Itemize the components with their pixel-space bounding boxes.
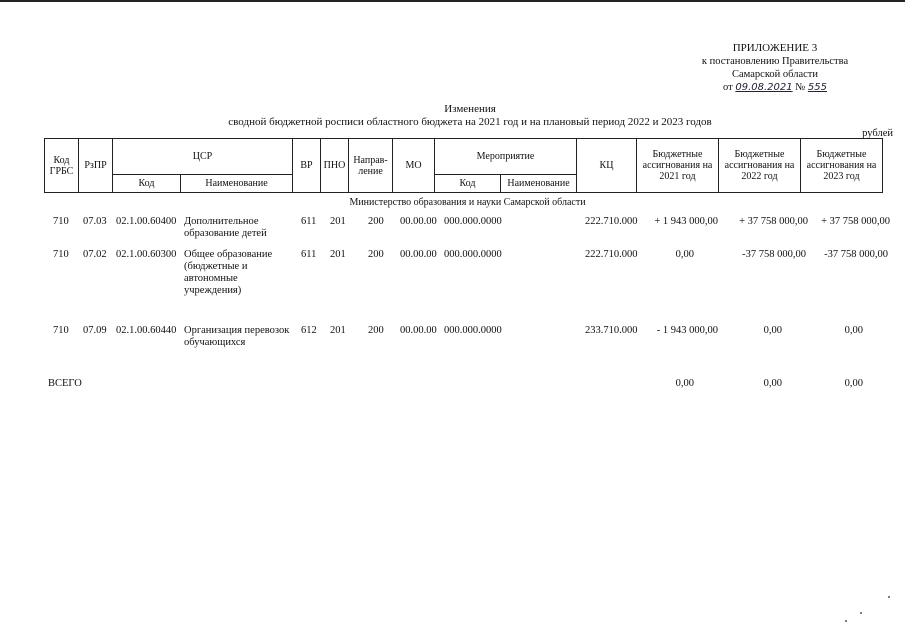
row-kc: 222.710.000 xyxy=(585,249,638,260)
row-kc: 233.710.000 xyxy=(585,325,638,336)
row-name: Организация перевозок обучающихся xyxy=(184,325,290,348)
top-border-line xyxy=(0,0,905,2)
appendix-resolution: к постановлению Правительства xyxy=(701,56,849,67)
row-meropr-kod: 000.000.0000 xyxy=(444,325,502,336)
total-2021: 0,00 xyxy=(675,378,694,389)
row-2022: + 37 758 000,00 xyxy=(739,216,808,227)
row-napr: 200 xyxy=(368,216,384,227)
date-prefix: от xyxy=(723,82,733,93)
scan-speck xyxy=(860,612,862,614)
row-csr: 02.1.00.60300 xyxy=(116,249,177,260)
header-rzpr: РзПР xyxy=(79,139,113,193)
row-napr: 200 xyxy=(368,249,384,260)
row-grbs: 710 xyxy=(53,325,69,336)
scan-speck xyxy=(888,596,890,598)
row-2023: 0,00 xyxy=(844,325,863,336)
row-2022: 0,00 xyxy=(763,325,782,336)
units-label: рублей xyxy=(862,128,893,139)
row-rzpr: 07.02 xyxy=(83,249,107,260)
header-meropr: Мероприятие xyxy=(435,139,577,175)
row-2023: + 37 758 000,00 xyxy=(821,216,890,227)
header-napr: Направ-ление xyxy=(349,139,393,193)
row-vr: 611 xyxy=(301,216,317,227)
row-meropr-kod: 000.000.0000 xyxy=(444,216,502,227)
total-2023: 0,00 xyxy=(844,378,863,389)
row-pno: 201 xyxy=(330,216,346,227)
total-label: ВСЕГО xyxy=(48,378,82,389)
row-mo: 00.00.00 xyxy=(400,216,437,227)
title-line-2: сводной бюджетной росписи областного бюджета на 2021 год и на плановый период 2022 и 2023 годов xyxy=(228,116,712,128)
row-grbs: 710 xyxy=(53,216,69,227)
document-title xyxy=(0,103,905,129)
header-2023: Бюджетные ассигнования на 2023 год xyxy=(801,139,883,193)
row-rzpr: 07.09 xyxy=(83,325,107,336)
row-kc: 222.710.000 xyxy=(585,216,638,227)
appendix-title: ПРИЛОЖЕНИЕ 3 xyxy=(732,42,818,54)
row-napr: 200 xyxy=(368,325,384,336)
row-csr: 02.1.00.60440 xyxy=(116,325,177,336)
row-grbs: 710 xyxy=(53,249,69,260)
row-mo: 00.00.00 xyxy=(400,325,437,336)
header-mo: МО xyxy=(393,139,435,193)
header-kod-grbs: Код ГРБС xyxy=(45,139,79,193)
header-csr-kod: Код xyxy=(113,175,181,193)
row-2021: - 1 943 000,00 xyxy=(656,325,718,336)
row-pno: 201 xyxy=(330,249,346,260)
appendix-region: Самарской области xyxy=(732,69,818,80)
scan-speck xyxy=(845,620,847,622)
header-meropr-name: Наименование xyxy=(501,175,577,193)
row-meropr-kod: 000.000.0000 xyxy=(444,249,502,260)
row-rzpr: 07.03 xyxy=(83,216,107,227)
row-vr: 612 xyxy=(301,325,317,336)
header-meropr-kod: Код xyxy=(435,175,501,193)
row-2021: + 1 943 000,00 xyxy=(654,216,718,227)
row-2022: -37 758 000,00 xyxy=(742,249,806,260)
appendix-block xyxy=(690,42,860,94)
total-2022: 0,00 xyxy=(763,378,782,389)
date-value: 09.08.2021 xyxy=(735,82,793,93)
appendix-date-line xyxy=(690,81,860,94)
header-2021: Бюджетные ассигнования на 2021 год xyxy=(637,139,719,193)
row-name: Общее образование (бюджетные и автономные учреждения) xyxy=(184,249,273,296)
row-mo: 00.00.00 xyxy=(400,249,437,260)
header-vr: ВР xyxy=(293,139,321,193)
number-value: 555 xyxy=(807,82,827,93)
title-line-1: Изменения xyxy=(444,103,496,115)
row-2021: 0,00 xyxy=(675,249,694,260)
row-csr: 02.1.00.60400 xyxy=(116,216,177,227)
header-csr: ЦСР xyxy=(113,139,293,175)
ministry-label: Министерство образования и науки Самарской области xyxy=(349,197,586,208)
header-kc: КЦ xyxy=(577,139,637,193)
header-csr-name: Наименование xyxy=(181,175,293,193)
row-pno: 201 xyxy=(330,325,346,336)
row-vr: 611 xyxy=(301,249,317,260)
row-2023: -37 758 000,00 xyxy=(824,249,888,260)
row-name: Дополнительное образование детей xyxy=(184,216,267,239)
header-2022: Бюджетные ассигнования на 2022 год xyxy=(719,139,801,193)
number-prefix: № xyxy=(795,82,806,93)
header-pno: ПНО xyxy=(321,139,349,193)
table-header xyxy=(44,138,883,193)
